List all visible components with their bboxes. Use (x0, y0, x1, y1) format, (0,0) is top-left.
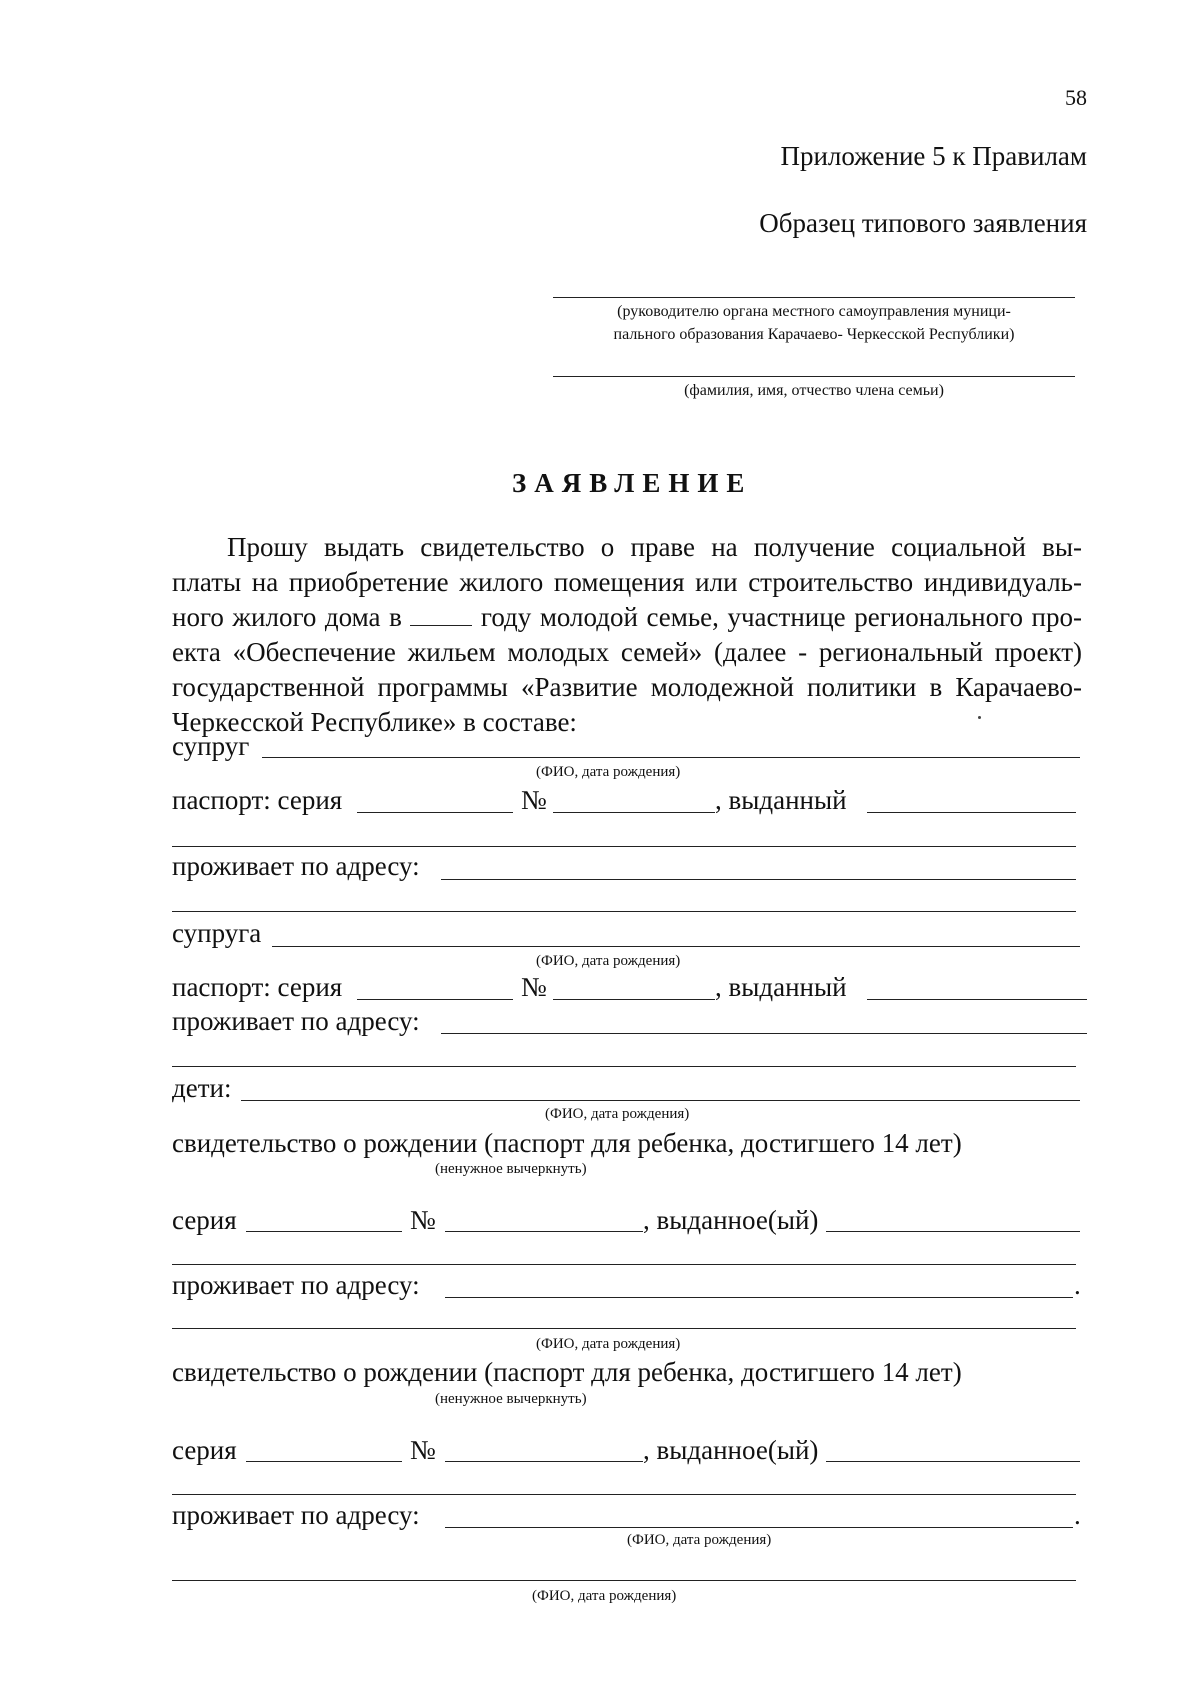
page-number: 58 (1065, 85, 1087, 110)
spouse-female-fio-caption: (ФИО, дата рождения) (536, 953, 681, 969)
spouse-female-passport-number-field[interactable] (553, 999, 715, 1000)
spouse-male-label: супруг (172, 731, 250, 761)
child-1-address-field[interactable] (445, 1297, 1073, 1298)
child-3-name-field[interactable] (172, 1580, 1076, 1581)
child-2-issued-field-2[interactable] (172, 1494, 1076, 1495)
spouse-female-issued-label: , выданный (715, 972, 847, 1002)
spouse-female-name-field[interactable] (272, 946, 1080, 947)
child-2-number-field[interactable] (445, 1461, 643, 1462)
child-2-address-period: . (1074, 1500, 1081, 1530)
spouse-male-address-field-2[interactable] (172, 911, 1076, 912)
spouse-male-address-field[interactable] (441, 879, 1076, 880)
spouse-male-issued-field[interactable] (867, 812, 1076, 813)
spouse-male-address-label: проживает по адресу: (172, 851, 420, 881)
spouse-male-passport-series-field[interactable] (357, 812, 513, 813)
child-1-address-label: проживает по адресу: (172, 1270, 420, 1300)
child-2-address-label: проживает по адресу: (172, 1500, 420, 1530)
child-1-series-label: серия (172, 1205, 237, 1235)
applicant-name-line[interactable] (553, 376, 1075, 377)
child-2-issued-label: , выданное(ый) (643, 1435, 819, 1465)
spouse-female-label: супруга (172, 918, 262, 948)
child-2-series-label: серия (172, 1435, 237, 1465)
spouse-female-number-label: № (521, 972, 547, 1002)
appendix-label: Приложение 5 к Правилам (780, 141, 1087, 171)
paragraph-line-6: Черкесской Республике» в составе: (172, 707, 577, 737)
paragraph-line-4: екта «Обеспечение жильем молодых семей» (далее - региональный проект) (172, 637, 1082, 667)
child-1-birth-cert-label: свидетельство о рождении (паспорт для ребенка, достигшего 14 лет) (172, 1128, 962, 1158)
child-1-address-period: . (1074, 1270, 1081, 1300)
child-3-fio-caption: (ФИО, дата рождения) (532, 1588, 677, 1604)
spouse-female-passport-series-field[interactable] (357, 999, 513, 1000)
paragraph-line-2: платы на приобретение жилого помещения или строительство индивидуаль- (172, 567, 1082, 597)
addressee-caption-2: пального образования Карачаево- Черкесской Республики) (613, 326, 1015, 343)
child-1-name-field[interactable] (241, 1100, 1080, 1101)
child-1-issued-label: , выданное(ый) (643, 1205, 819, 1235)
paragraph-line-1: Прошу выдать свидетельство о праве на получение социальной вы- (227, 532, 1082, 562)
child-2-issued-field[interactable] (826, 1461, 1080, 1462)
spouse-female-address-field-2[interactable] (172, 1066, 1076, 1067)
child-2-number-label: № (410, 1435, 436, 1465)
document-title: ЗАЯВЛЕНИЕ (512, 468, 753, 498)
spouse-male-number-label: № (521, 785, 547, 815)
spouse-male-issued-label: , выданный (715, 785, 847, 815)
spouse-female-issued-field[interactable] (867, 999, 1087, 1000)
paragraph-line-5: государственной программы «Развитие молодежной политики в Карачаево- (172, 672, 1082, 702)
child-2-address-field[interactable] (445, 1527, 1073, 1528)
addressee-caption-1: (руководителю органа местного самоуправления муници- (617, 303, 1011, 320)
spouse-male-fio-caption: (ФИО, дата рождения) (536, 764, 681, 780)
child-2-name-field[interactable] (172, 1328, 1076, 1329)
spouse-female-address-field[interactable] (441, 1033, 1087, 1034)
spouse-male-name-field[interactable] (262, 757, 1080, 758)
child-2-birth-cert-label: свидетельство о рождении (паспорт для ребенка, достигшего 14 лет) (172, 1357, 962, 1387)
spouse-female-address-label: проживает по адресу: (172, 1006, 420, 1036)
child-1-series-field[interactable] (246, 1231, 402, 1232)
paragraph-line-3a: ного жилого дома в (172, 602, 402, 632)
spouse-male-passport-number-field[interactable] (553, 812, 715, 813)
paragraph-line-3 (172, 600, 1082, 635)
paragraph-line-3b: году молодой семье, участнице регионального про- (480, 602, 1082, 632)
child-1-fio-caption: (ФИО, дата рождения) (545, 1106, 690, 1122)
addressee-line[interactable] (553, 297, 1075, 298)
child-1-number-field[interactable] (445, 1231, 643, 1232)
spouse-male-passport-label: паспорт: серия (172, 785, 343, 815)
request-paragraph (172, 530, 1082, 740)
children-label: дети: (172, 1073, 232, 1103)
child-1-issued-field[interactable] (826, 1231, 1080, 1232)
child-1-number-label: № (410, 1205, 436, 1235)
child-2-strike-note: (ненужное вычеркнуть) (435, 1391, 587, 1407)
child-1-issued-field-2[interactable] (172, 1264, 1076, 1265)
scan-speck (978, 716, 981, 719)
spouse-male-issued-field-2[interactable] (172, 846, 1076, 847)
child-2-fio-caption: (ФИО, дата рождения) (536, 1336, 681, 1352)
child-1-strike-note: (ненужное вычеркнуть) (435, 1161, 587, 1177)
applicant-caption: (фамилия, имя, отчество члена семьи) (684, 382, 944, 399)
year-field[interactable] (410, 605, 472, 626)
child-2-address-fio-caption: (ФИО, дата рождения) (627, 1532, 772, 1548)
spouse-female-passport-label: паспорт: серия (172, 972, 343, 1002)
sample-label: Образец типового заявления (759, 208, 1087, 238)
child-2-series-field[interactable] (246, 1461, 402, 1462)
